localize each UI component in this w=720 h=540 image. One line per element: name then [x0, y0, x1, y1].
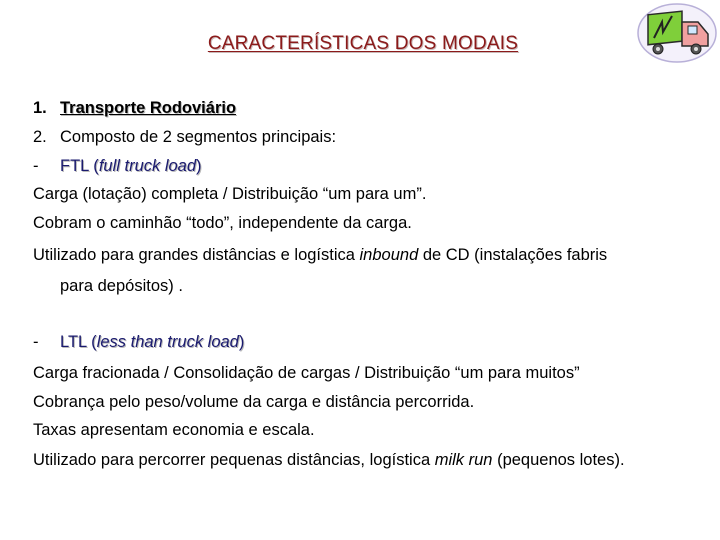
- list-item-text: Composto de 2 segmentos principais:: [60, 128, 337, 146]
- text-line: Carga fracionada / Consolidação de cargas / Distribuição “um para muitos”: [33, 364, 580, 382]
- list-item: 1. Transporte Rodoviário: [33, 99, 237, 117]
- truck-icon: [636, 2, 718, 64]
- text-line: para depósitos) .: [60, 277, 183, 295]
- ltl-heading: - LTL (less than truck load): [33, 333, 245, 351]
- text-line: Carga (lotação) completa / Distribuição “um para um”.: [33, 185, 427, 203]
- text-line: Cobrança pelo peso/volume da carga e distância percorrida.: [33, 393, 475, 411]
- text-line: Taxas apresentam economia e escala.: [33, 421, 315, 439]
- text-line: Utilizado para percorrer pequenas distâncias, logística milk run (pequenos lotes).: [33, 451, 625, 469]
- ftl-heading: - FTL (full truck load): [33, 157, 202, 175]
- page-title: CARACTERÍSTICAS DOS MODAIS: [207, 33, 519, 54]
- text-line: Cobram o caminhão “todo”, independente da carga.: [33, 214, 412, 232]
- list-item: 2. Composto de 2 segmentos principais:: [33, 128, 337, 146]
- list-item-text: Transporte Rodoviário: [60, 99, 237, 117]
- text-line: Utilizado para grandes distâncias e logística inbound de CD (instalações fabris: [33, 246, 608, 264]
